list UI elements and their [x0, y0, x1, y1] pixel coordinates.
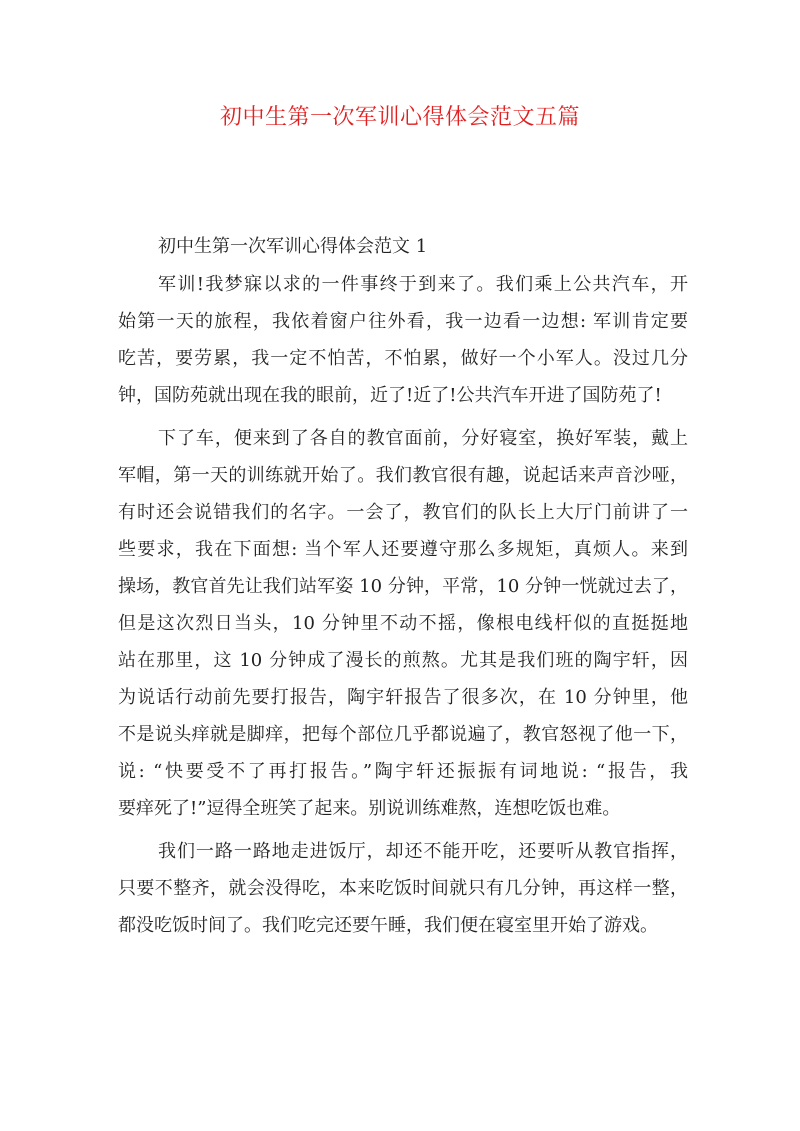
paragraph-line: 吃苦，要劳累，我一定不怕苦，不怕累，做好一个小军人。没过几分 [118, 348, 688, 369]
paragraph-line: 说: “快要受不了再打报告。”陶宇轩还振振有词地说: “报告，我 [118, 761, 688, 782]
paragraph-line: 不是说头痒就是脚痒，把每个部位几乎都说遍了，教官怒视了他一下， [118, 724, 688, 745]
paragraph-line: 都没吃饭时间了。我们吃完还要午睡，我们便在寝室里开始了游戏。 [118, 915, 658, 936]
paragraph-line: 军训!我梦寐以求的一件事终于到来了。我们乘上公共汽车，开 [158, 274, 688, 295]
paragraph-3 [118, 833, 688, 950]
paragraph-line: 钟，国防苑就出现在我的眼前，近了!近了!公共汽车开进了国防苑了! [118, 385, 662, 406]
paragraph-line: 为说话行动前先要打报告，陶宇轩报告了很多次，在 10 分钟里，他 [118, 687, 688, 708]
paragraph-line: 军帽，第一天的训练就开始了。我们教官很有趣，说起话来声音沙哑， [118, 465, 688, 486]
paragraph-line: 只要不整齐，就会没得吃，本来吃饭时间就只有几分钟，再这样一整， [118, 878, 688, 899]
paragraph-line: 下了车，便来到了各自的教官面前，分好寝室，换好军装，戴上 [158, 428, 688, 449]
paragraph-line: 操场，教官首先让我们站军姿 10 分钟，平常，10 分钟一恍就过去了， [118, 576, 688, 597]
document-title: 初中生第一次军训心得体会范文五篇 [219, 105, 580, 130]
document-body [118, 228, 688, 950]
paragraph-line: 站在那里，这 10 分钟成了漫长的煎熬。尤其是我们班的陶宇轩，因 [118, 650, 688, 671]
paragraph-line: 始第一天的旅程，我依着窗户往外看，我一边看一边想: 军训肯定要 [118, 311, 688, 332]
paragraph-line: 要痒死了!”逗得全班笑了起来。别说训练难熬，连想吃饭也难。 [118, 798, 621, 819]
paragraph-2 [118, 420, 688, 833]
paragraph-line: 有时还会说错我们的名字。一会了，教官们的队长上大厅门前讲了一 [118, 502, 688, 523]
paragraph-line: 些要求，我在下面想: 当个军人还要遵守那么多规矩，真烦人。来到 [118, 539, 688, 560]
paragraph-line: 我们一路一路地走进饭厅，却还不能开吃，还要听从教官指挥， [158, 841, 688, 862]
paragraph-1 [118, 266, 688, 420]
section-heading: 初中生第一次军训心得体会范文 1 [158, 236, 428, 257]
paragraph-line: 但是这次烈日当头，10 分钟里不动不摇，像根电线杆似的直挺挺地 [118, 613, 688, 634]
